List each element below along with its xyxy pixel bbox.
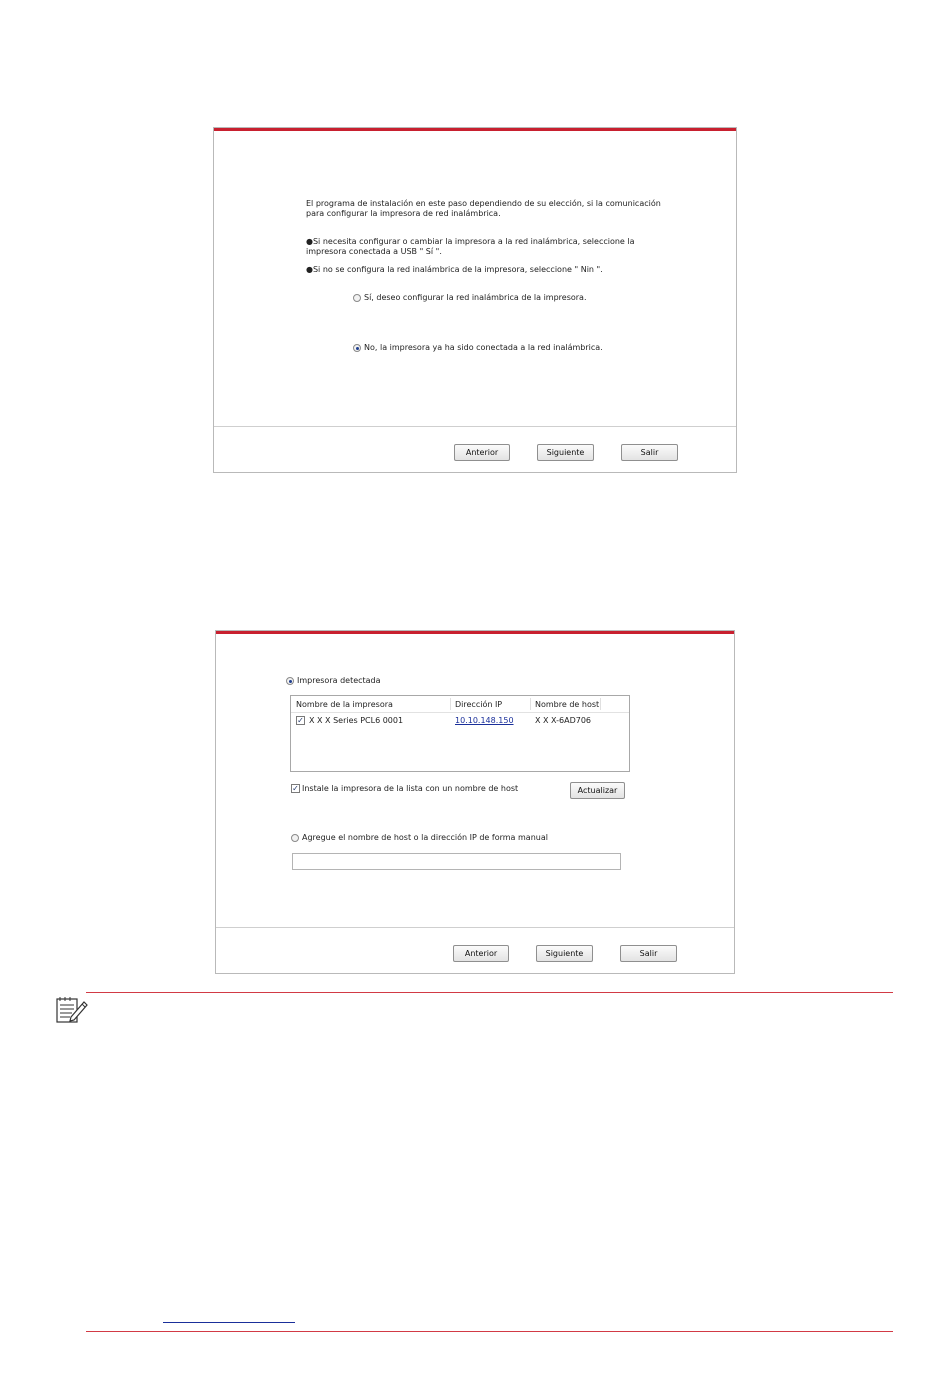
- note-top-divider: [86, 992, 893, 993]
- bullet-text-2: ●Si no se configura la red inalámbrica de la impresora, seleccione " Nin ".: [306, 265, 603, 274]
- bullet-text-1-line1: ●Si necesita configurar o cambiar la impresora a la red inalámbrica, seleccione la: [306, 237, 635, 246]
- manual-host-input[interactable]: [292, 853, 621, 870]
- exit-button[interactable]: Salir: [620, 945, 677, 962]
- radio-manual-entry[interactable]: [291, 834, 299, 842]
- back-button[interactable]: Anterior: [453, 945, 509, 962]
- next-button[interactable]: Siguiente: [537, 444, 594, 461]
- radio-yes-label[interactable]: Sí, deseo configurar la red inalámbrica de la impresora.: [364, 293, 587, 302]
- row-checkbox[interactable]: ✓: [297, 716, 304, 725]
- dialog-footer-divider: [216, 927, 734, 928]
- row-printer-name: X X X Series PCL6 0001: [309, 716, 404, 725]
- column-separator: [450, 698, 451, 710]
- next-button[interactable]: Siguiente: [536, 945, 593, 962]
- column-header-ip[interactable]: Dirección IP: [455, 700, 503, 709]
- dialog-accent-bar: [216, 631, 734, 634]
- radio-yes-configure[interactable]: [353, 294, 361, 302]
- wireless-config-dialog: [213, 127, 737, 473]
- back-button[interactable]: Anterior: [454, 444, 510, 461]
- column-separator: [530, 698, 531, 710]
- note-pencil-icon: [55, 995, 89, 1025]
- radio-manual-label[interactable]: Agregue el nombre de host o la dirección IP de forma manual: [302, 833, 548, 842]
- row-hostname: X X X-6AD706: [535, 716, 592, 725]
- radio-detected-printer[interactable]: [286, 677, 294, 685]
- radio-no-already-connected[interactable]: [353, 344, 361, 352]
- install-hostname-checkbox[interactable]: ✓: [292, 784, 299, 793]
- note-bottom-divider: [86, 1331, 893, 1332]
- row-ip-link[interactable]: 10.10.148.150: [455, 716, 514, 725]
- underlined-link-blank[interactable]: [163, 1322, 295, 1323]
- radio-no-label[interactable]: No, la impresora ya ha sido conectada a la red inalámbrica.: [364, 343, 603, 352]
- intro-text-line2: para configurar la impresora de red inalámbrica.: [306, 209, 501, 218]
- intro-text-line1: El programa de instalación en este paso dependiendo de su elección, si la comunicación: [306, 199, 661, 208]
- install-hostname-label[interactable]: Instale la impresora de la lista con un nombre de host: [302, 784, 519, 793]
- refresh-button[interactable]: Actualizar: [570, 782, 625, 799]
- dialog-accent-bar: [214, 128, 736, 131]
- exit-button[interactable]: Salir: [621, 444, 678, 461]
- printer-list[interactable]: [290, 695, 630, 772]
- bullet-text-1-line2: impresora conectada a USB " Sí ".: [306, 247, 442, 256]
- column-header-printer-name[interactable]: Nombre de la impresora: [296, 700, 393, 709]
- column-separator: [600, 698, 601, 710]
- printer-detection-dialog: [215, 630, 735, 974]
- dialog-footer-divider: [214, 426, 736, 427]
- column-header-hostname[interactable]: Nombre de host: [535, 700, 600, 709]
- radio-detected-label[interactable]: Impresora detectada: [297, 676, 381, 685]
- table-row[interactable]: [291, 714, 629, 727]
- printer-list-header: [291, 696, 629, 713]
